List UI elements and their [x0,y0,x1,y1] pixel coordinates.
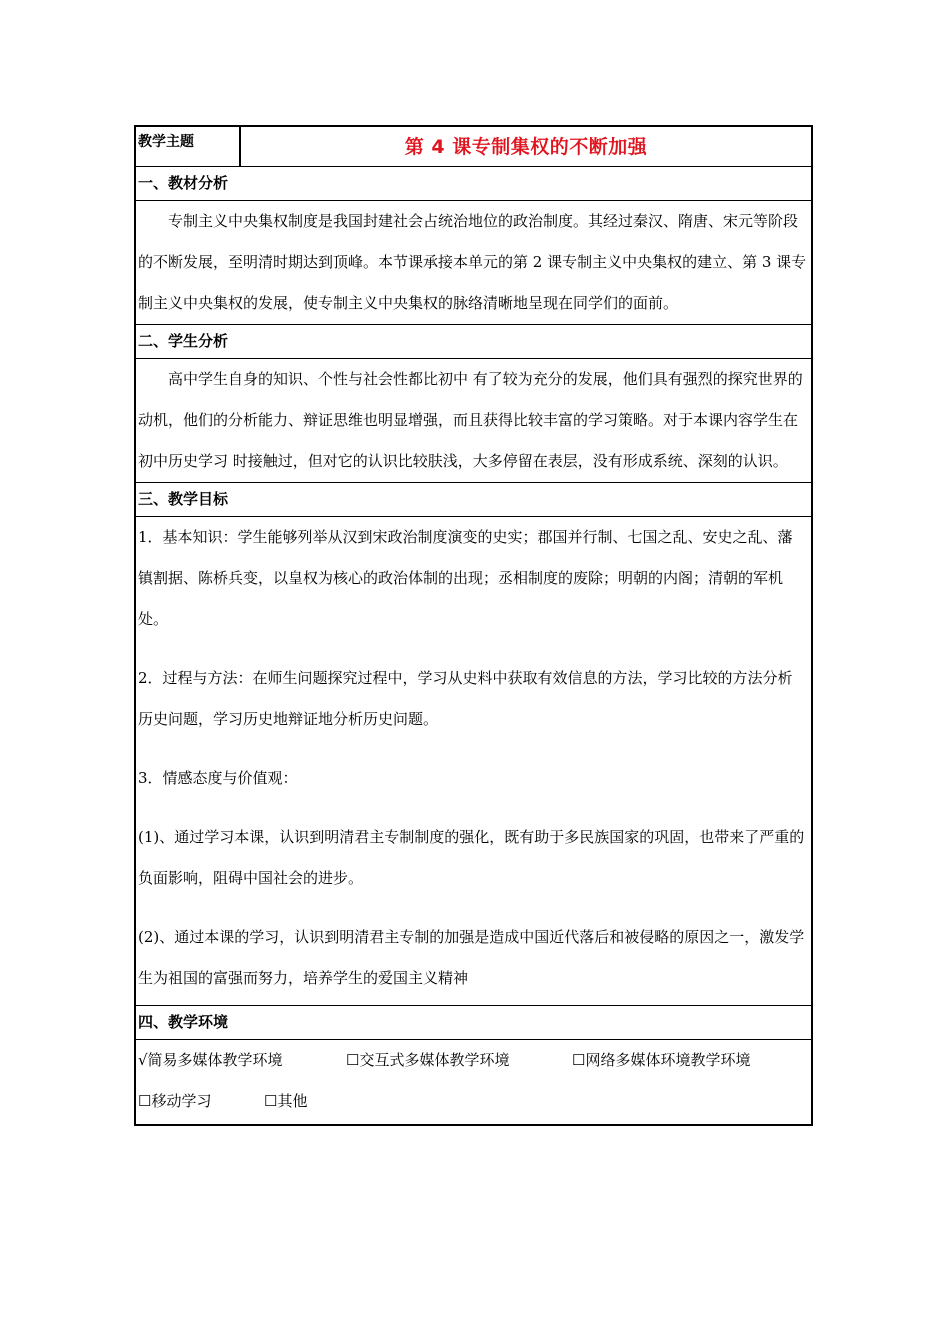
textbook-analysis-text: 专制主义中央集权制度是我国封建社会占统治地位的政治制度。其经过秦汉、隋唐、宋元等阶段的不断发展，至明清时期达到顶峰。本节课承接本单元的第 2 课专制主义中央集权的建立、第 3 课专制主义中央集权的发展，使专制主义中央集权的脉络清晰地呈现在同学们的面前。 [138,212,807,312]
student-analysis-text: 高中学生自身的知识、个性与社会性都比初中 有了较为充分的发展，他们具有强烈的探究世界的动机，他们的分析能力、辩证思维也明显增强，而且获得比较丰富的学习策略。对于本课内容学生在初中历史学习 时接触过，但对它的认识比较肤浅，大多停留在表层，没有形成系统、深刻的认识。 [138,370,803,470]
section-body-textbook [136,201,811,325]
objective-item: 1．基本知识：学生能够列举从汉到宋政治制度演变的史实；郡国并行制、七国之乱、安史之乱、藩镇割据、陈桥兵变，以皇权为核心的政治体制的出现；丞相制度的废除；明朝的内阁；清朝的军机处。 [138,528,793,628]
objective-item: 2．过程与方法：在师生问题探究过程中，学习从史料中获取有效信息的方法，学习比较的方法分析历史问题，学习历史地辩证地分析历史问题。 [138,669,793,728]
environment-options-line-1 [136,1040,811,1081]
section-heading-environment: 四、教学环境 [136,1006,811,1040]
lesson-plan-table [134,125,813,1126]
env-option-network-multimedia[interactable]: ☐网络多媒体环境教学环境 [572,1051,751,1069]
section-body-objectives [136,517,811,1006]
env-option-other[interactable]: ☐其他 [264,1092,308,1110]
section-heading-textbook: 一、教材分析 [136,167,811,201]
env-option-mobile-learning[interactable]: ☐移动学习 [138,1092,212,1110]
env-option-simple-multimedia[interactable]: √简易多媒体教学环境 [138,1051,283,1069]
objective-item: (1)、通过学习本课，认识到明清君主专制制度的强化，既有助于多民族国家的巩固，也带来了严重的负面影响，阻碍中国社会的进步。 [138,828,805,887]
environment-options-line-2 [136,1081,811,1122]
section-heading-students: 二、学生分析 [136,325,811,359]
objective-item: 3．情感态度与价值观： [138,769,298,787]
env-option-interactive-multimedia[interactable]: ☐交互式多媒体教学环境 [346,1051,510,1069]
lesson-title: 第 4 课专制集权的不断加强 [404,136,648,158]
title-row [136,127,811,167]
objective-item: (2)、通过本课的学习，认识到明清君主专制的加强是造成中国近代落后和被侵略的原因之一，激发学生为祖国的富强而努力，培养学生的爱国主义精神 [138,928,805,987]
topic-label: 教学主题 [136,127,241,166]
section-body-environment [136,1040,811,1124]
section-body-students [136,359,811,483]
section-heading-objectives: 三、教学目标 [136,483,811,517]
